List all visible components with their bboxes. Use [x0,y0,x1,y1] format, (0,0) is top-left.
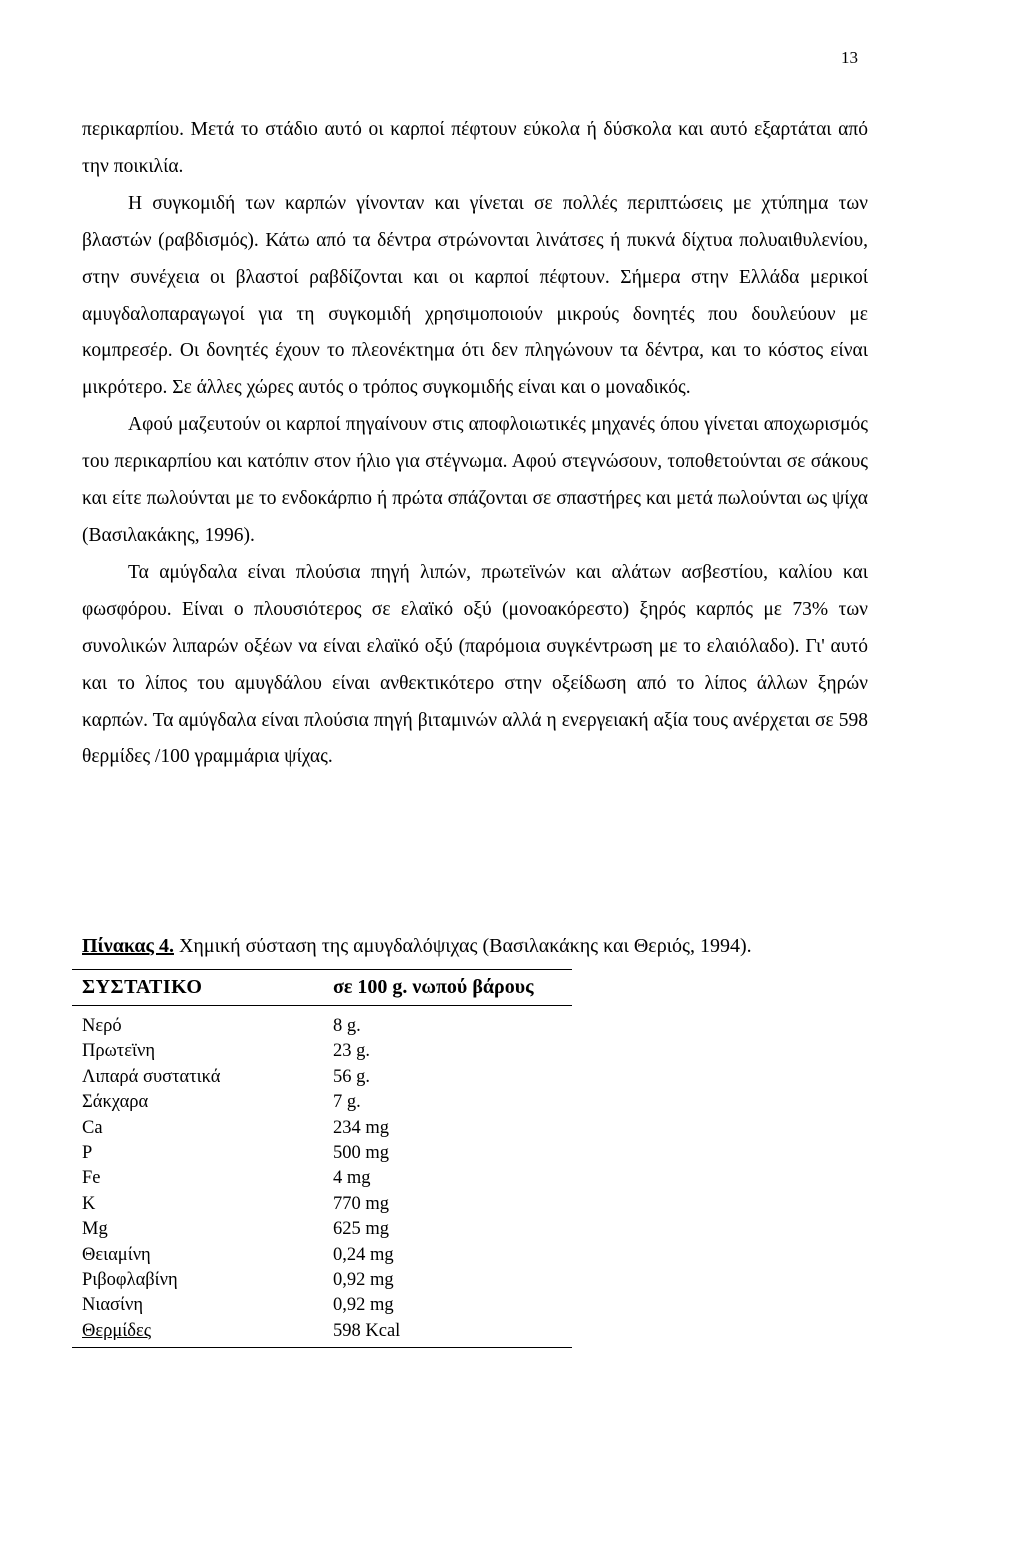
component-name: Θειαμίνη [82,1244,151,1265]
table-row [82,1141,582,1166]
table-caption-text: Χημική σύσταση της αμυγδαλόψιχας (Βασιλακάκης και Θεριός, 1994). [178,935,752,957]
component-name: Θερμίδες [82,1320,152,1341]
table-row [82,1217,582,1242]
paragraph: Τα αμύγδαλα είναι πλούσια πηγή λιπών, πρωτεϊνών και αλάτων ασβεστίου, καλίου και φωσφόρου. Είναι ο πλουσιότερος σε ελαϊκό οξύ (μονοακόρεστο) ξηρός καρπός με 73% των συνολικών λιπαρών οξέων να είναι ελαϊκό οξύ (παρόμοια συγκέντρωση με το ελαιόλαδο). Γι' αυτό και το λίπος του αμυγδάλου είναι ανθεκτικότερο στην οξείδωση από το λίπος άλλων ξηρών καρπών. Τα αμύγδαλα είναι πλούσια πηγή βιταμινών αλλά η ενεργειακή αξία τους ανέρχεται σε 598 θερμίδες /100 γραμμάρια ψίχας. [82,561,868,768]
component-name: Ca [82,1117,103,1138]
body-text [82,112,868,776]
table-header-rule [72,1005,572,1006]
component-value: 7 g. [333,1092,361,1113]
component-value: 625 mg [333,1219,390,1240]
table-bottom-rule [72,1347,572,1348]
component-value: 598 Kcal [333,1320,401,1341]
paragraph: Αφού μαζευτούν οι καρποί πηγαίνουν στις αποφλοιωτικές μηχανές όπου γίνεται αποχωρισμός του περικαρπίου και κατόπιν στον ήλιο για στέγνωμα. Αφού στεγνώσουν, τοποθετούνται σε σάκους και είτε πωλούνται με το ενδοκάρπιο ή πρώτα σπάζονται σε σπαστήρες και μετά πωλούνται ως ψίχα (Βασιλακάκης, 1996). [82,414,868,546]
component-name: Mg [82,1219,108,1240]
component-name: K [82,1193,96,1214]
component-name: Λιπαρά συστατικά [82,1066,221,1087]
component-name: Fe [82,1168,101,1189]
table-row [82,1268,582,1293]
table-row [82,1116,582,1141]
table-row [82,1039,582,1064]
component-name: Ριβοφλαβίνη [82,1269,178,1290]
paragraph: Η συγκομιδή των καρπών γίνονταν και γίνεται σε πολλές περιπτώσεις με χτύπημα των βλαστών (ραβδισμός). Κάτω από τα δέντρα στρώνονται λινάτσες ή πυκνά δίχτυα πολυαιθυλενίου, στην συνέχεια οι βλαστοί ραβδίζονται και οι καρποί πέφτουν. Σήμερα στην Ελλάδα μερικοί αμυγδαλοπαραγωγοί για τη συγκομιδή χρησιμοποιούν μικρούς δονητές που δουλεύουν με κομπρεσέρ. Οι δονητές έχουν το πλεονέκτημα ότι δεν πληγώνουν τα δέντρα, και το κόστος είναι μικρότερο. Σε άλλες χώρες αυτός ο τρόπος συγκομιδής είναι και ο μοναδικός. [82,192,868,399]
table-row [82,1090,582,1115]
component-value: 4 mg [333,1168,371,1189]
component-name: Πρωτεϊνη [82,1041,155,1062]
component-name: Νερό [82,1016,122,1036]
component-name: P [82,1142,93,1163]
component-value: 0,92 mg [333,1295,394,1316]
column-header-amount: σε 100 g. νωπού βάρους [333,976,534,998]
component-value: 23 g. [333,1041,370,1062]
component-value: 234 mg [333,1117,390,1138]
component-name: Σάκχαρα [82,1092,149,1113]
component-name: Νιασίνη [82,1295,144,1316]
component-value: 0,92 mg [333,1269,394,1290]
table-caption [82,932,882,960]
column-header-component: ΣΥΣΤΑΤΙΚΟ [82,976,203,998]
component-value: 0,24 mg [333,1244,394,1265]
table-row [82,1014,582,1039]
table-row [82,1293,582,1318]
page-number: 13 [841,48,858,67]
table-body [82,1014,582,1344]
component-value: 56 g. [333,1066,370,1087]
table-row [82,1065,582,1090]
table-row [82,1319,582,1344]
table-caption-label: Πίνακας 4. [82,935,174,957]
table-row [82,1243,582,1268]
table-row [82,1192,582,1217]
component-value: 8 g. [333,1016,361,1036]
component-value: 770 mg [333,1193,390,1214]
paragraph: περικαρπίου. Μετά το στάδιο αυτό οι καρποί πέφτουν εύκολα ή δύσκολα και αυτό εξαρτάται από την ποικιλία. [82,119,868,177]
table-row [82,1166,582,1191]
table-top-rule [72,969,572,970]
component-value: 500 mg [333,1142,390,1163]
